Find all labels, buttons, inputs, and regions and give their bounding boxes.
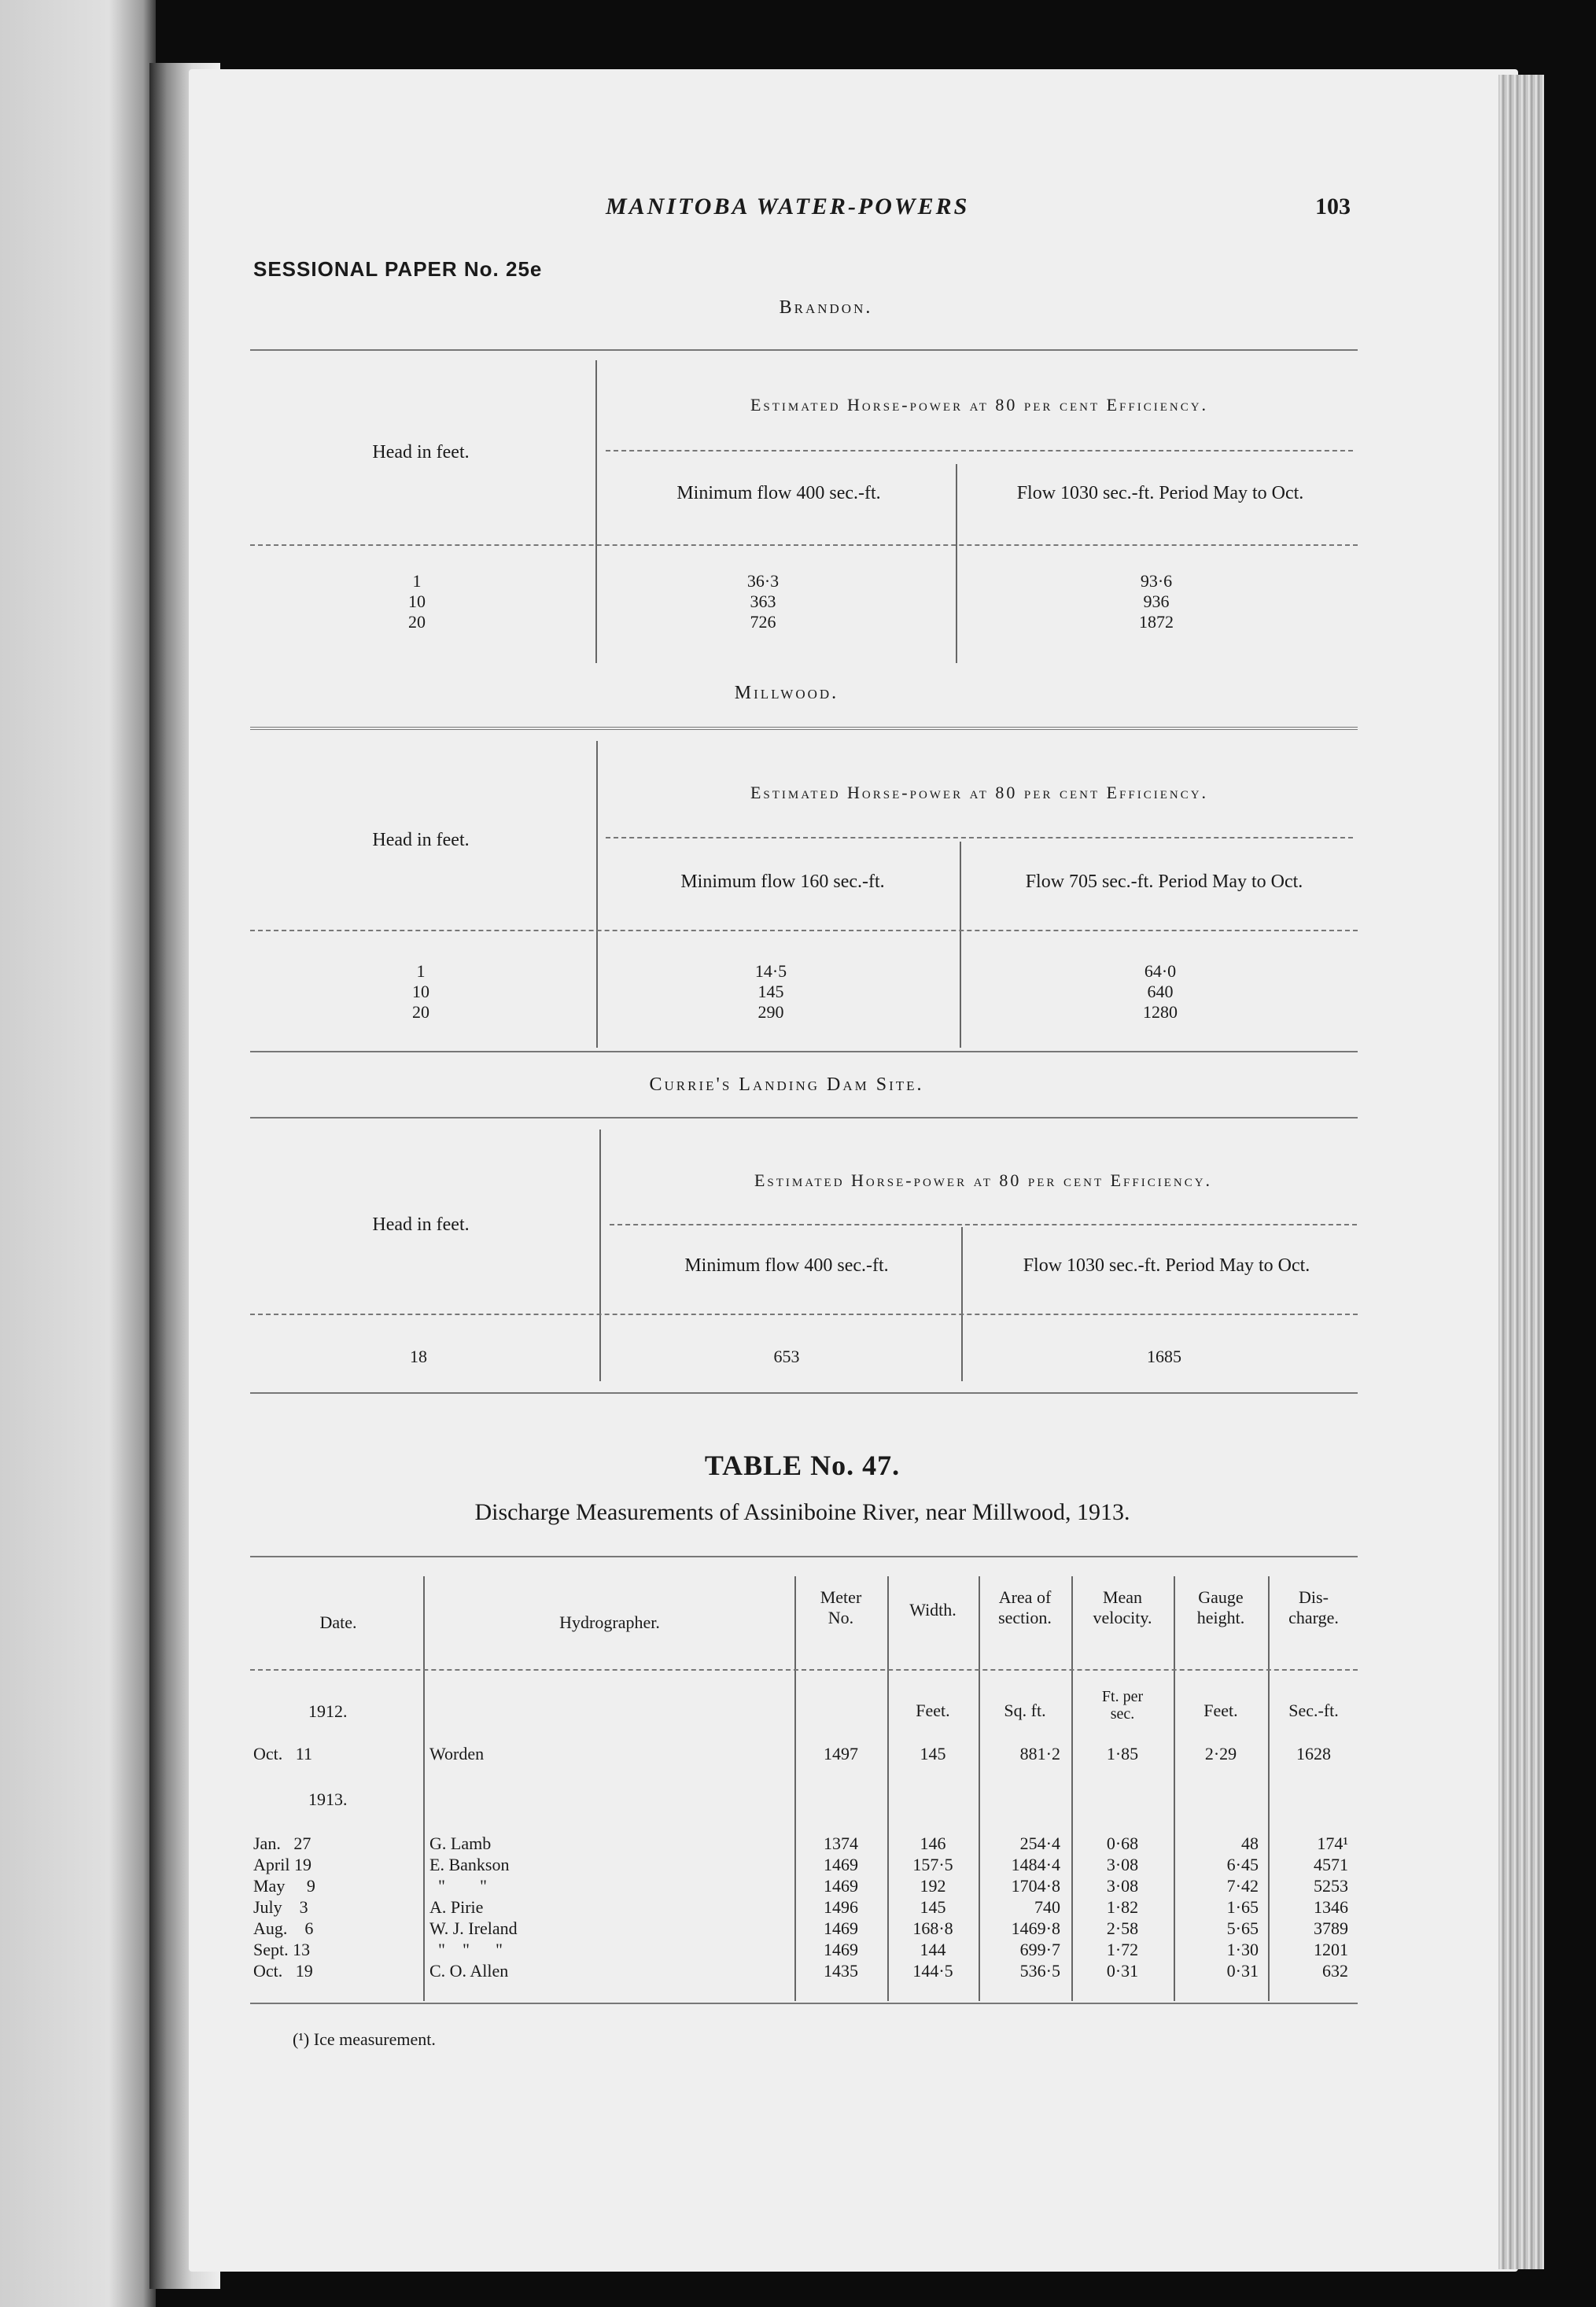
group-header: Estimated Horse-power at 80 per cent Efficiency. — [750, 783, 1209, 802]
row-areas-1912: 881·2 — [1019, 1744, 1060, 1763]
section-title-curries-landing: Currie's Landing Dam Site. — [649, 1074, 924, 1095]
head-values: 1 10 20 — [408, 571, 426, 632]
head-in-feet-header: Head in feet. — [372, 442, 470, 463]
head-in-feet-header: Head in feet. — [372, 830, 470, 850]
col-header-meter: Meter No. — [820, 1587, 862, 1627]
table-top-rule — [250, 1556, 1358, 1557]
row-discharges-1912: 1628 — [1296, 1744, 1331, 1763]
column-divider — [960, 842, 961, 1048]
group-header: Estimated Horse-power at 80 per cent Efficiency. — [754, 1170, 1213, 1190]
head-values: 18 — [410, 1347, 427, 1366]
flow-period-values: 64·0 640 1280 — [1143, 961, 1178, 1022]
header-rule — [606, 837, 1353, 838]
min-flow-values: 653 — [773, 1347, 800, 1366]
column-divider — [595, 360, 597, 663]
min-flow-values: 14·5 145 290 — [754, 961, 787, 1022]
column-divider — [956, 464, 957, 663]
min-flow-values: 36·3 363 726 — [746, 571, 780, 632]
column-divider — [423, 1576, 425, 2001]
min-flow-header: Minimum flow 400 sec.-ft. — [684, 1255, 889, 1276]
sessional-paper-label: SESSIONAL PAPER No. 25e — [253, 257, 543, 281]
running-head: MANITOBA WATER-POWERS — [606, 193, 970, 219]
column-divider — [596, 741, 598, 1048]
table-bottom-rule — [250, 1051, 1358, 1052]
year-label-1913: 1913. — [308, 1789, 348, 1809]
flow-period-header: Flow 705 sec.-ft. Period May to Oct. — [1025, 872, 1303, 892]
row-areas-1913: 254·4 1484·4 1704·8 740 1469·8 699·7 536·5 — [1011, 1833, 1060, 1981]
section-title-brandon: Brandon. — [779, 297, 873, 318]
header-bottom-rule — [250, 544, 1358, 546]
unit-gauge: Feet. — [1203, 1701, 1238, 1720]
row-widths-1913: 146 157·5 192 145 168·8 144 144·5 — [912, 1833, 953, 1981]
row-gauges-1913: 48 6·45 7·42 1·65 5·65 1·30 0·31 — [1226, 1833, 1259, 1981]
col-header-date: Date. — [319, 1612, 357, 1632]
unit-velocity: Ft. per sec. — [1101, 1688, 1144, 1723]
header-rule — [606, 450, 1353, 451]
unit-width: Feet. — [916, 1701, 950, 1720]
head-values: 1 10 20 — [412, 961, 429, 1022]
flow-period-values: 93·6 936 1872 — [1139, 571, 1174, 632]
row-hydrographers-1913: G. Lamb E. Bankson " " A. Pirie W. J. Ireland " " " C. O. Allen — [429, 1833, 518, 1981]
unit-discharge: Sec.-ft. — [1288, 1701, 1339, 1720]
col-header-width: Width. — [909, 1600, 956, 1620]
col-header-hydrographer: Hydrographer. — [559, 1612, 660, 1632]
row-widths-1912: 145 — [920, 1744, 946, 1763]
column-divider — [599, 1130, 601, 1381]
header-rule — [610, 1224, 1357, 1225]
table-top-rule — [250, 349, 1358, 351]
group-header: Estimated Horse-power at 80 per cent Efficiency. — [750, 395, 1209, 415]
min-flow-header: Minimum flow 400 sec.-ft. — [676, 483, 881, 503]
table-47-title: TABLE No. 47. — [704, 1450, 901, 1481]
flow-period-values: 1685 — [1147, 1347, 1181, 1366]
table-bottom-rule — [250, 2003, 1358, 2004]
col-header-area: Area of section. — [998, 1587, 1052, 1627]
row-discharges-1913: 174¹ 4571 5253 1346 3789 1201 632 — [1314, 1833, 1348, 1981]
row-dates-1912: Oct. 11 — [253, 1744, 312, 1763]
header-bottom-rule — [250, 930, 1358, 931]
column-divider — [961, 1227, 963, 1381]
row-meters-1913: 1374 1469 1469 1496 1469 1469 1435 — [824, 1833, 858, 1981]
col-header-velocity: Mean velocity. — [1093, 1587, 1152, 1627]
head-in-feet-header: Head in feet. — [372, 1214, 470, 1235]
col-header-gauge: Gauge height. — [1196, 1587, 1245, 1627]
unit-area: Sq. ft. — [1004, 1701, 1046, 1720]
row-velocities-1913: 0·68 3·08 3·08 1·82 2·58 1·72 0·31 — [1106, 1833, 1139, 1981]
row-gauges-1912: 2·29 — [1204, 1744, 1237, 1763]
row-meters-1912: 1497 — [824, 1744, 858, 1763]
min-flow-header: Minimum flow 160 sec.-ft. — [680, 872, 885, 892]
section-title-millwood: Millwood. — [734, 683, 839, 703]
page-number: 103 — [1315, 193, 1351, 219]
table-top-rule — [250, 727, 1358, 730]
page-stack-edge — [1498, 75, 1544, 2269]
header-bottom-rule — [250, 1314, 1358, 1315]
year-label-1912: 1912. — [308, 1701, 348, 1721]
row-dates-1913: Jan. 27 April 19 May 9 July 3 Aug. 6 Sept. 13 Oct. 19 — [253, 1833, 315, 1981]
footnote: (¹) Ice measurement. — [293, 2029, 436, 2049]
flow-period-header: Flow 1030 sec.-ft. Period May to Oct. — [1016, 483, 1304, 503]
adjacent-page — [0, 0, 156, 2307]
flow-period-header: Flow 1030 sec.-ft. Period May to Oct. — [1023, 1255, 1310, 1276]
col-header-discharge: Dis- charge. — [1288, 1587, 1339, 1627]
table-47-subtitle: Discharge Measurements of Assiniboine River, near Millwood, 1913. — [474, 1499, 1130, 1525]
row-hydrographers-1912: Worden — [429, 1744, 485, 1763]
header-bottom-rule — [250, 1669, 1358, 1671]
table-bottom-rule — [250, 1392, 1358, 1394]
table-top-rule — [250, 1117, 1358, 1118]
row-velocities-1912: 1·85 — [1106, 1744, 1139, 1763]
